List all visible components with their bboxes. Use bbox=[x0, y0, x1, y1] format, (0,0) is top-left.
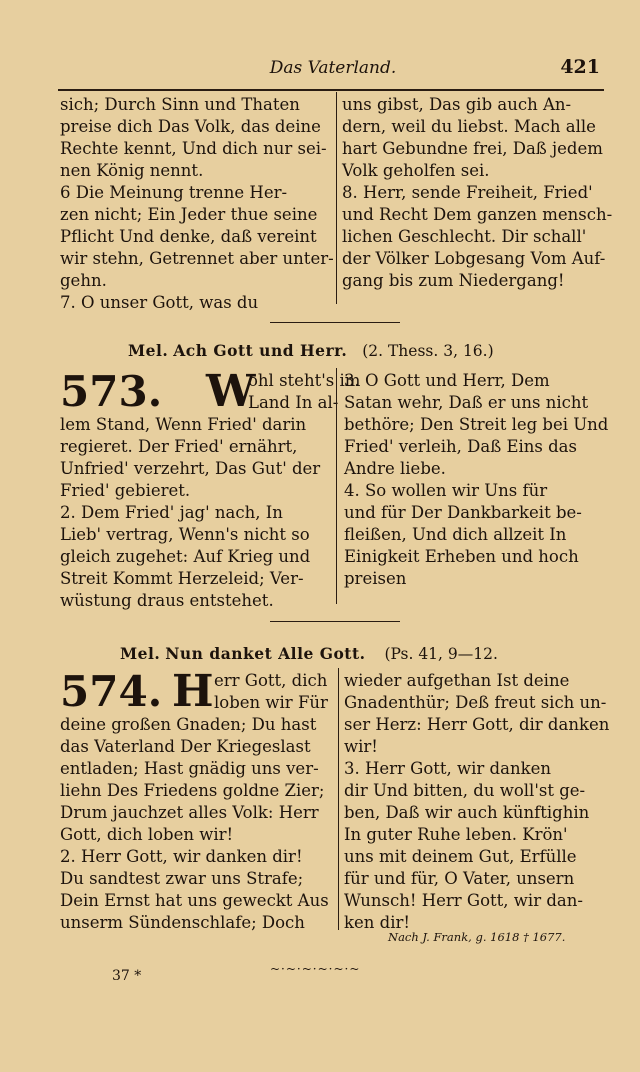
hymn-number: 574. bbox=[60, 667, 163, 716]
running-title: Das Vaterland. bbox=[269, 58, 397, 78]
text-line: ben, Daß wir auch künftighin bbox=[344, 803, 590, 822]
text-line: Unfried' verzehrt, Das Gut' der bbox=[60, 459, 321, 478]
text-line: Wunsch! Herr Gott, wir dan- bbox=[344, 891, 583, 910]
text-line: loben wir Für bbox=[214, 693, 328, 712]
hymn-573-right bbox=[344, 370, 616, 590]
text-line: ohl steht's im bbox=[248, 371, 361, 390]
text-line: Einigkeit Erheben und hoch bbox=[344, 547, 579, 566]
column-divider-top bbox=[336, 92, 337, 304]
text-line: Andre liebe. bbox=[344, 459, 446, 478]
text-line: wir stehn, Getrennet aber unter- bbox=[60, 249, 334, 268]
text-line: nen König nennt. bbox=[60, 161, 204, 180]
header-rule bbox=[58, 89, 604, 91]
text-line: bethöre; Den Streit leg bei Und bbox=[344, 415, 609, 434]
drop-cap: W bbox=[206, 366, 256, 417]
text-line: sich; Durch Sinn und Thaten bbox=[60, 95, 300, 114]
section-rule-1 bbox=[270, 322, 400, 323]
hymn-573-left bbox=[60, 366, 361, 610]
text-line: hart Gebundne frei, Daß jedem bbox=[342, 139, 603, 158]
scripture-reference: (2. Thess. 3, 16.) bbox=[362, 342, 494, 360]
melody-line-574 bbox=[120, 644, 498, 663]
text-line: Volk geholfen sei. bbox=[342, 161, 490, 180]
first-lines bbox=[248, 370, 361, 414]
text-line: Satan wehr, Daß er uns nicht bbox=[344, 393, 589, 412]
text-line: wir! bbox=[344, 737, 378, 756]
text-line: ken dir! bbox=[344, 913, 410, 932]
text-line: liehn Des Friedens goldne Zier; bbox=[60, 781, 325, 800]
first-lines bbox=[214, 670, 336, 714]
melody-name: Nun danket Alle Gott. bbox=[165, 644, 366, 663]
text-line: lichen Geschlecht. Dir schall' bbox=[342, 227, 587, 246]
text-line: wüstung draus entstehet. bbox=[60, 591, 274, 610]
text-line: Gnadenthür; Deß freut sich un- bbox=[344, 693, 607, 712]
text-line: err Gott, dich bbox=[214, 671, 328, 690]
author-credit: Nach J. Frank, g. 1618 † 1677. bbox=[388, 930, 566, 944]
text-line: das Vaterland Der Kriegeslast bbox=[60, 737, 311, 756]
text-line: uns mit deinem Gut, Erfülle bbox=[344, 847, 577, 866]
text-line: Land In al- bbox=[248, 393, 339, 412]
text-line: der Völker Lobgesang Vom Auf- bbox=[342, 249, 606, 268]
text-line: gang bis zum Niedergang! bbox=[342, 271, 565, 290]
melody-prefix: Mel. bbox=[120, 644, 161, 663]
column-divider-573 bbox=[336, 368, 337, 604]
melody-line-573 bbox=[128, 341, 494, 360]
top-left-column bbox=[60, 94, 334, 314]
text-line: für und für, O Vater, unsern bbox=[344, 869, 575, 888]
drop-cap: H bbox=[172, 666, 214, 717]
text-line: und für Der Dankbarkeit be- bbox=[344, 503, 582, 522]
text-line: dir Und bitten, du woll'st ge- bbox=[344, 781, 586, 800]
text-line: 7. O unser Gott, was du bbox=[60, 293, 259, 312]
text-line: 4. So wollen wir Uns für bbox=[344, 481, 548, 500]
text-line: Drum jauchzet alles Volk: Herr bbox=[60, 803, 319, 822]
text-line: 2. Dem Fried' jag' nach, In bbox=[60, 503, 283, 522]
text-line: entladen; Hast gnädig uns ver- bbox=[60, 759, 319, 778]
text-line: lem Stand, Wenn Fried' darin bbox=[60, 415, 307, 434]
text-line: Streit Kommt Herzeleid; Ver- bbox=[60, 569, 304, 588]
text-line: dern, weil du liebst. Mach alle bbox=[342, 117, 596, 136]
text-line: preisen bbox=[344, 569, 407, 588]
text-line: Pflicht Und denke, daß vereint bbox=[60, 227, 317, 246]
hymn-number: 573. bbox=[60, 367, 163, 416]
top-right-column bbox=[342, 94, 612, 292]
text-line: Rechte kennt, Und dich nur sei- bbox=[60, 139, 327, 158]
text-line: 2. Herr Gott, wir danken dir! bbox=[60, 847, 303, 866]
text-line: Lieb' vertrag, Wenn's nicht so bbox=[60, 525, 310, 544]
text-line: Fried' gebieret. bbox=[60, 481, 191, 500]
text-line: 3. Herr Gott, wir danken bbox=[344, 759, 551, 778]
text-line: preise dich Das Volk, das deine bbox=[60, 117, 321, 136]
text-line: zen nicht; Ein Jeder thue seine bbox=[60, 205, 318, 224]
melody-name: Ach Gott und Herr. bbox=[173, 341, 348, 360]
text-line: regieret. Der Fried' ernährt, bbox=[60, 437, 298, 456]
melody-prefix: Mel. bbox=[128, 341, 169, 360]
hymn-574-right bbox=[344, 670, 616, 934]
text-line: uns gibst, Das gib auch An- bbox=[342, 95, 572, 114]
text-line: fleißen, Und dich allzeit In bbox=[344, 525, 567, 544]
hymn-574-left bbox=[60, 666, 334, 932]
verse-text bbox=[60, 414, 334, 612]
text-line: ser Herz: Herr Gott, dir danken bbox=[344, 715, 610, 734]
text-line: gehn. bbox=[60, 271, 107, 290]
text-line: Fried' verleih, Daß Eins das bbox=[344, 437, 577, 456]
end-ornament: ~·~·~·~·~·~ bbox=[270, 962, 361, 976]
text-line: 3. O Gott und Herr, Dem bbox=[344, 371, 550, 390]
verse-text bbox=[60, 714, 334, 934]
text-line: Gott, dich loben wir! bbox=[60, 825, 234, 844]
text-line: und Recht Dem ganzen mensch- bbox=[342, 205, 613, 224]
text-line: Du sandtest zwar uns Strafe; bbox=[60, 869, 304, 888]
scripture-reference: (Ps. 41, 9—12. bbox=[384, 645, 498, 663]
page-header bbox=[58, 56, 608, 86]
column-divider-574 bbox=[338, 668, 339, 930]
page-number: 421 bbox=[560, 56, 600, 78]
text-line: deine großen Gnaden; Du hast bbox=[60, 715, 317, 734]
text-line: Dein Ernst hat uns geweckt Aus bbox=[60, 891, 329, 910]
text-line: 8. Herr, sende Freiheit, Fried' bbox=[342, 183, 593, 202]
signature-mark: 37 * bbox=[112, 968, 142, 984]
text-line: unserm Sündenschlafe; Doch bbox=[60, 913, 305, 932]
text-line: gleich zugehet: Auf Krieg und bbox=[60, 547, 311, 566]
section-rule-2 bbox=[270, 621, 400, 622]
text-line: 6 Die Meinung trenne Her- bbox=[60, 183, 288, 202]
text-line: wieder aufgethan Ist deine bbox=[344, 671, 570, 690]
text-line: In guter Ruhe leben. Krön' bbox=[344, 825, 568, 844]
